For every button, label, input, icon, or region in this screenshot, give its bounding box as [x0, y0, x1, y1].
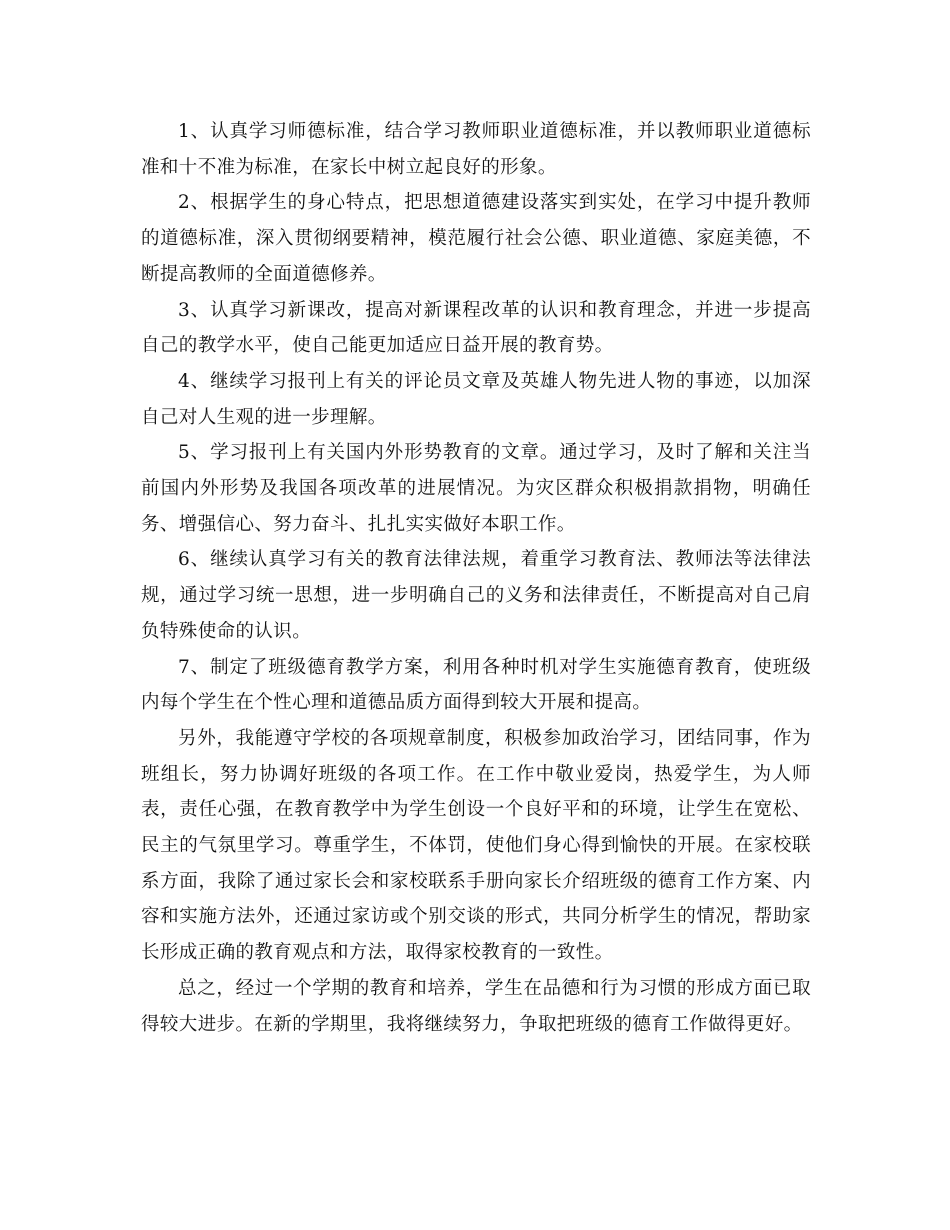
- paragraph-1: 1、认真学习师德标准，结合学习教师职业道德标准，并以教师职业道德标准和十不准为标准，在家长中树立起良好的形象。: [141, 121, 811, 178]
- paragraph-4: 4、继续学习报刊上有关的评论员文章及英雄人物先进人物的事迹，以加深自己对人生观的进一步理解。: [141, 370, 811, 428]
- paragraph-7: 7、制定了班级德育教学方案，利用各种时机对学生实施德育教育，使班级内每个学生在个性心理和道德品质方面得到较大开展和提高。: [141, 656, 811, 714]
- paragraph-5: 5、学习报刊上有关国内外形势教育的文章。通过学习，及时了解和关注当前国内外形势及我国各项改革的进展情况。为灾区群众积极捐款捐物，明确任务、增强信心、努力奋斗、扎扎实实做好本职工作。: [141, 442, 811, 535]
- paragraph-6: 6、继续认真学习有关的教育法律法规，着重学习教育法、教师法等法律法规，通过学习统一思想，进一步明确自己的义务和法律责任，不断提高对自己肩负特殊使命的认识。: [141, 549, 811, 642]
- paragraph-additional: 另外，我能遵守学校的各项规章制度，积极参加政治学习，团结同事，作为班组长，努力协调好班级的各项工作。在工作中敬业爱岗，热爱学生，为人师表，责任心强，在教育教学中为学生创设一个良好平和的环境，让学生在宽松、民主的气氛里学习。尊重学生，不体罚，使他们身心得到愉快的开展。在家校联系方面，我除了通过家长会和家校联系手册向家长介绍班级的德育工作方案、内容和实施方法外，还通过家访或个别交谈的形式，共同分析学生的情况，帮助家长形成正确的教育观点和方法，取得家校教育的一致性。: [141, 727, 811, 964]
- paragraph-2: 2、根据学生的身心特点，把思想道德建设落实到实处，在学习中提升教师的道德标准，深入贯彻纲要精神，模范履行社会公德、职业道德、家庭美德，不断提高教师的全面道德修养。: [141, 192, 811, 285]
- paragraph-3: 3、认真学习新课改，提高对新课程改革的认识和教育理念，并进一步提高自己的教学水平，使自己能更加适应日益开展的教育势。: [141, 299, 811, 357]
- document-body: [141, 114, 811, 1042]
- paragraph-summary: 总之，经过一个学期的教育和培养，学生在品德和行为习惯的形成方面已取得较大进步。在新的学期里，我将继续努力，争取把班级的德育工作做得更好。: [141, 977, 811, 1035]
